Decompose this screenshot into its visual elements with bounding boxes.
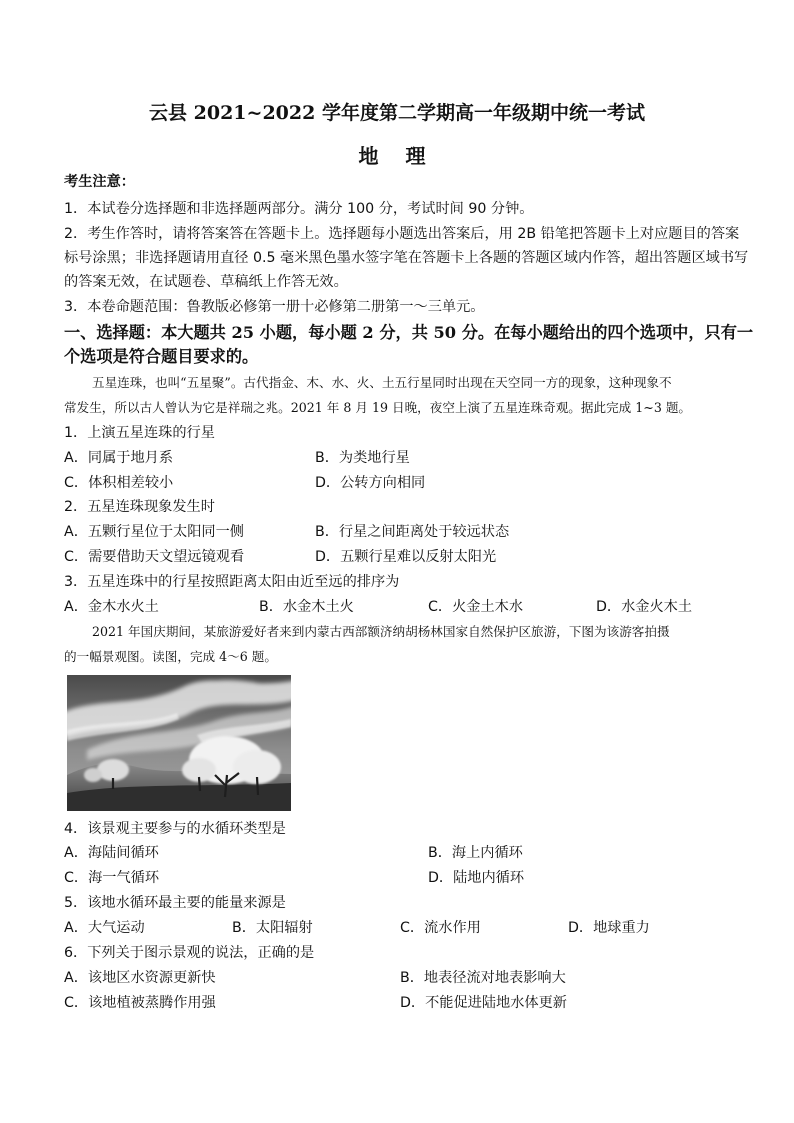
question-1-option-d: D．公转方向相同 [315, 475, 426, 491]
question-2-option-b: B．行星之间距离处于较远状态 [315, 524, 510, 540]
question-6-option-c: C．该地植被蒸腾作用强 [64, 995, 216, 1011]
question-1-option-c: C．体积相差较小 [64, 475, 174, 491]
material-1-line-1: 五星连珠，也叫“五星聚”。古代指金、木、水、火、土五行星同时出现在天空同一方的现象，这种现象不 [92, 375, 672, 390]
notice-item-1: 1．本试卷分选择题和非选择题两部分。满分 100 分，考试时间 90 分钟。 [64, 201, 534, 217]
question-2-option-c: C．需要借助天文望远镜观看 [64, 549, 245, 565]
landscape-photo [67, 675, 291, 811]
question-6-option-a: A．该地区水资源更新快 [64, 970, 216, 986]
question-5-option-b: B．太阳辐射 [232, 920, 313, 936]
question-3-option-b: B．水金木土火 [259, 599, 354, 615]
notice-item-2-end: 的答案无效，在试题卷、草稿纸上作答无效。 [64, 274, 348, 290]
question-5-option-c: C．流水作用 [400, 920, 481, 936]
question-6-option-d: D．不能促进陆地水体更新 [400, 995, 567, 1011]
notice-item-3: 3．本卷命题范围：鲁教版必修第一册十必修第二册第一～三单元。 [64, 299, 485, 315]
question-4-option-a: A．海陆间循环 [64, 845, 159, 861]
question-6-stem: 6．下列关于图示景观的说法，正确的是 [64, 945, 315, 961]
notice-item-2-cont: 标号涂黑；非选择题请用直径 0.5 毫米黑色墨水签字笔在答题卡上各题的答题区域内作答，超出答题区域书写 [64, 250, 749, 266]
question-3-stem: 3．五星连珠中的行星按照距离太阳由近至远的排序为 [64, 574, 400, 590]
section-heading-cont: 个选项是符合题目要求的。 [64, 347, 259, 366]
material-1-line-2: 常发生，所以古人曾认为它是祥瑞之兆。2021 年 8 月 19 日晚，夜空上演了五星连珠奇观。据此完成 1~3 题。 [64, 400, 692, 415]
question-2-stem: 2．五星连珠现象发生时 [64, 499, 215, 515]
question-3-option-c: C．火金土木水 [428, 599, 524, 615]
question-4-stem: 4．该景观主要参与的水循环类型是 [64, 821, 286, 837]
notice-item-2: 2．考生作答时，请将答案答在答题卡上。选择题每小题选出答案后，用 2B 铅笔把答题卡上对应题目的答案 [64, 226, 740, 242]
material-2-line-2: 的一幅景观图。读图，完成 4～6 题。 [64, 649, 277, 664]
question-4-option-b: B．海上内循环 [428, 845, 523, 861]
question-3-option-d: D．水金火木土 [596, 599, 693, 615]
question-5-option-a: A．大气运动 [64, 920, 145, 936]
question-2-option-a: A．五颗行星位于太阳同一侧 [64, 524, 244, 540]
material-2-line-1: 2021 年国庆期间，某旅游爱好者来到内蒙古西部额济纳胡杨林国家自然保护区旅游，下图为该游客拍摄 [92, 624, 670, 639]
question-3-option-a: A．金木水火土 [64, 599, 159, 615]
question-1-stem: 1．上演五星连珠的行星 [64, 425, 215, 441]
question-4-option-c: C．海一气循环 [64, 870, 160, 886]
question-6-option-b: B．地表径流对地表影响大 [400, 970, 566, 986]
exam-subject: 地 理 [358, 144, 436, 168]
question-1-option-b: B．为类地行星 [315, 450, 410, 466]
question-4-option-d: D．陆地内循环 [428, 870, 525, 886]
question-2-option-d: D．五颗行星难以反射太阳光 [315, 549, 497, 565]
section-heading: 一、选择题：本大题共 25 小题，每小题 2 分，共 50 分。在每小题给出的四个选项中，只有一 [64, 323, 754, 342]
question-1-option-a: A．同属于地月系 [64, 450, 174, 466]
notice-heading: 考生注意： [64, 174, 135, 190]
question-5-option-d: D．地球重力 [568, 920, 650, 936]
question-5-stem: 5．该地水循环最主要的能量来源是 [64, 895, 286, 911]
exam-title: 云县 2021~2022 学年度第二学期高一年级期中统一考试 [149, 102, 645, 124]
